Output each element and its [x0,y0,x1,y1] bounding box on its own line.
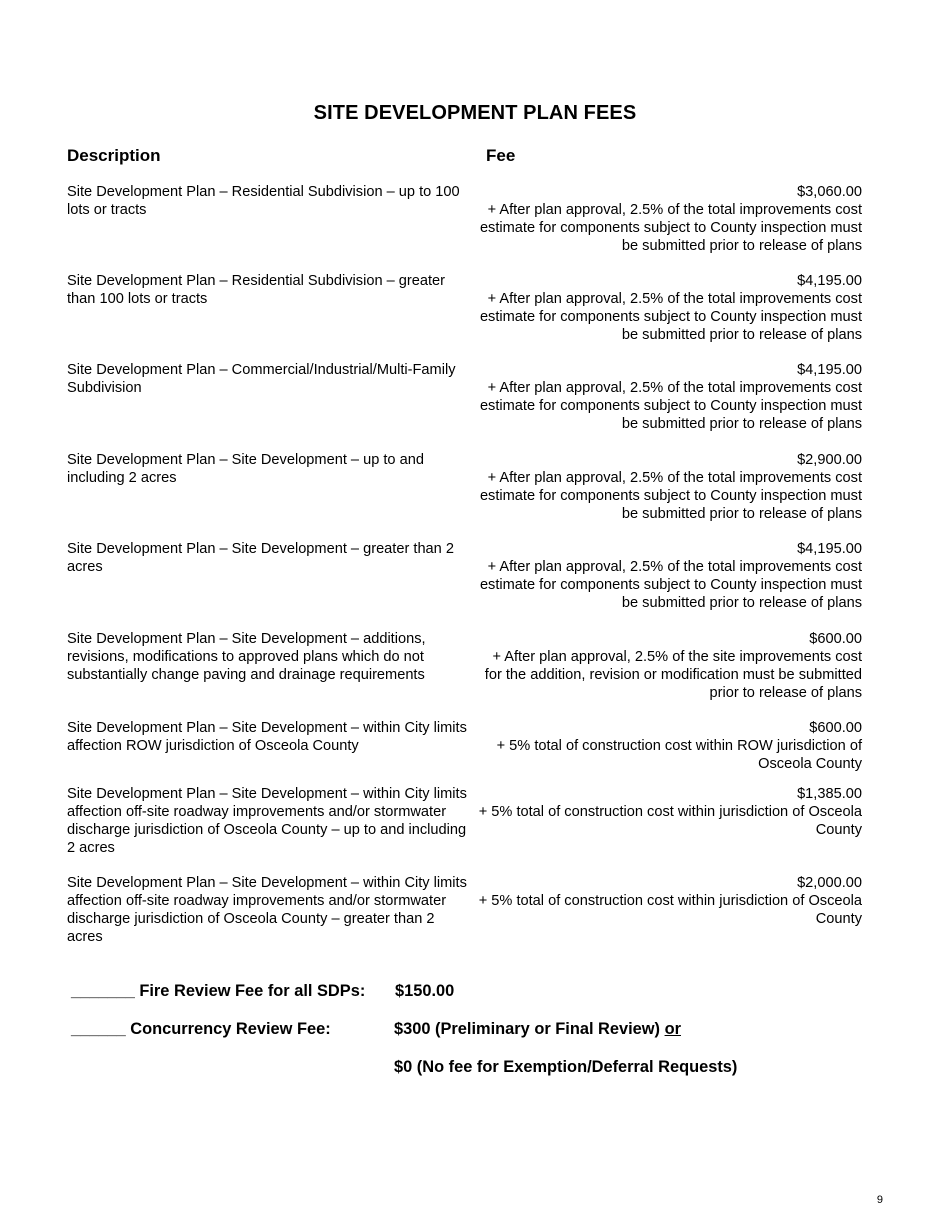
fee-value [472,272,862,361]
concurrency-fee-exemption: $0 (No fee for Exemption/Deferral Requests) [394,1058,738,1076]
fee-row [67,361,862,451]
fee-amount: $4,195.00 [797,541,862,557]
fee-amount: $600.00 [809,631,862,647]
fire-review-fee-label: _______ Fire Review Fee for all SDPs: [71,982,366,1000]
fee-row [67,785,862,874]
concurrency-review-fee-label: ______ Concurrency Review Fee: [71,1020,331,1038]
concurrency-fee-preliminary: $300 (Preliminary or Final Review) [394,1020,665,1038]
fee-amount: $2,900.00 [797,452,862,468]
fee-note: + After plan approval, 2.5% of the total improvements cost estimate for components subject to County inspection must be submitted prior to release of plans [479,470,862,522]
fee-description: Site Development Plan – Site Development – within City limits affection ROW jurisdiction of Osceola County [67,720,467,754]
fee-row [67,719,862,785]
fee-value [472,540,862,630]
fee-row [67,540,862,630]
fee-value [472,630,862,719]
fire-review-fee-value: $150.00 [395,982,455,1000]
fee-description: Site Development Plan – Residential Subdivision – greater than 100 lots or tracts [67,273,446,307]
fee-description: Site Development Plan – Site Development – within City limits affection off-site roadway improvements and/or stormwater discharge jurisdiction of Osceola County – greater than 2 acres [67,875,467,945]
fee-amount: $4,195.00 [797,273,862,289]
fee-description: Site Development Plan – Residential Subdivision – up to 100 lots or tracts [67,184,460,218]
fee-row [67,451,862,540]
description-column-header: Description [67,146,161,165]
fee-note: + After plan approval, 2.5% of the total improvements cost estimate for components subject to County inspection must be submitted prior to release of plans [479,291,862,343]
fee-amount: $3,060.00 [797,184,862,200]
fee-row [67,272,862,361]
fee-amount: $600.00 [809,720,862,736]
concurrency-fee-or: or [664,1020,681,1038]
fee-amount: $4,195.00 [797,362,862,378]
fee-note: + After plan approval, 2.5% of the total improvements cost estimate for components subject to County inspection must be submitted prior to release of plans [479,380,862,432]
fee-note: + 5% total of construction cost within ROW jurisdiction of Osceola County [496,738,862,772]
fee-row [67,630,862,719]
fee-value [472,874,862,946]
fee-note: + 5% total of construction cost within jurisdiction of Osceola County [478,893,862,927]
fee-column-header: Fee [486,146,516,165]
fee-row [67,183,862,272]
fee-table [67,183,862,946]
page-number: 9 [876,1194,883,1206]
fee-value [472,785,862,874]
fee-value [472,719,862,785]
fee-value [472,361,862,451]
fee-note: + After plan approval, 2.5% of the total improvements cost estimate for components subject to County inspection must be submitted prior to release of plans [479,202,862,254]
fee-amount: $2,000.00 [797,875,862,891]
fee-description: Site Development Plan – Commercial/Industrial/Multi-Family Subdivision [67,362,456,396]
fee-description: Site Development Plan – Site Development – additions, revisions, modifications to approved plans which do not substantially change paving and drainage requirements [67,631,426,683]
fee-note: + After plan approval, 2.5% of the total improvements cost estimate for components subject to County inspection must be submitted prior to release of plans [479,559,862,611]
fee-row [67,874,862,946]
fee-amount: $1,385.00 [797,786,862,802]
fee-description: Site Development Plan – Site Development – greater than 2 acres [67,541,454,575]
fee-note: + After plan approval, 2.5% of the site improvements cost for the addition, revision or modification must be submitted prior to release of plans [484,649,862,701]
fee-note: + 5% total of construction cost within jurisdiction of Osceola County [478,804,862,838]
concurrency-review-fee-value [394,1020,681,1039]
fee-description: Site Development Plan – Site Development – up to and including 2 acres [67,452,424,486]
page-title: SITE DEVELOPMENT PLAN FEES [313,102,637,124]
fee-value [472,183,862,272]
fee-value [472,451,862,540]
fee-description: Site Development Plan – Site Development – within City limits affection off-site roadway improvements and/or stormwater discharge jurisdiction of Osceola County – up to and including 2 acres [67,786,467,856]
